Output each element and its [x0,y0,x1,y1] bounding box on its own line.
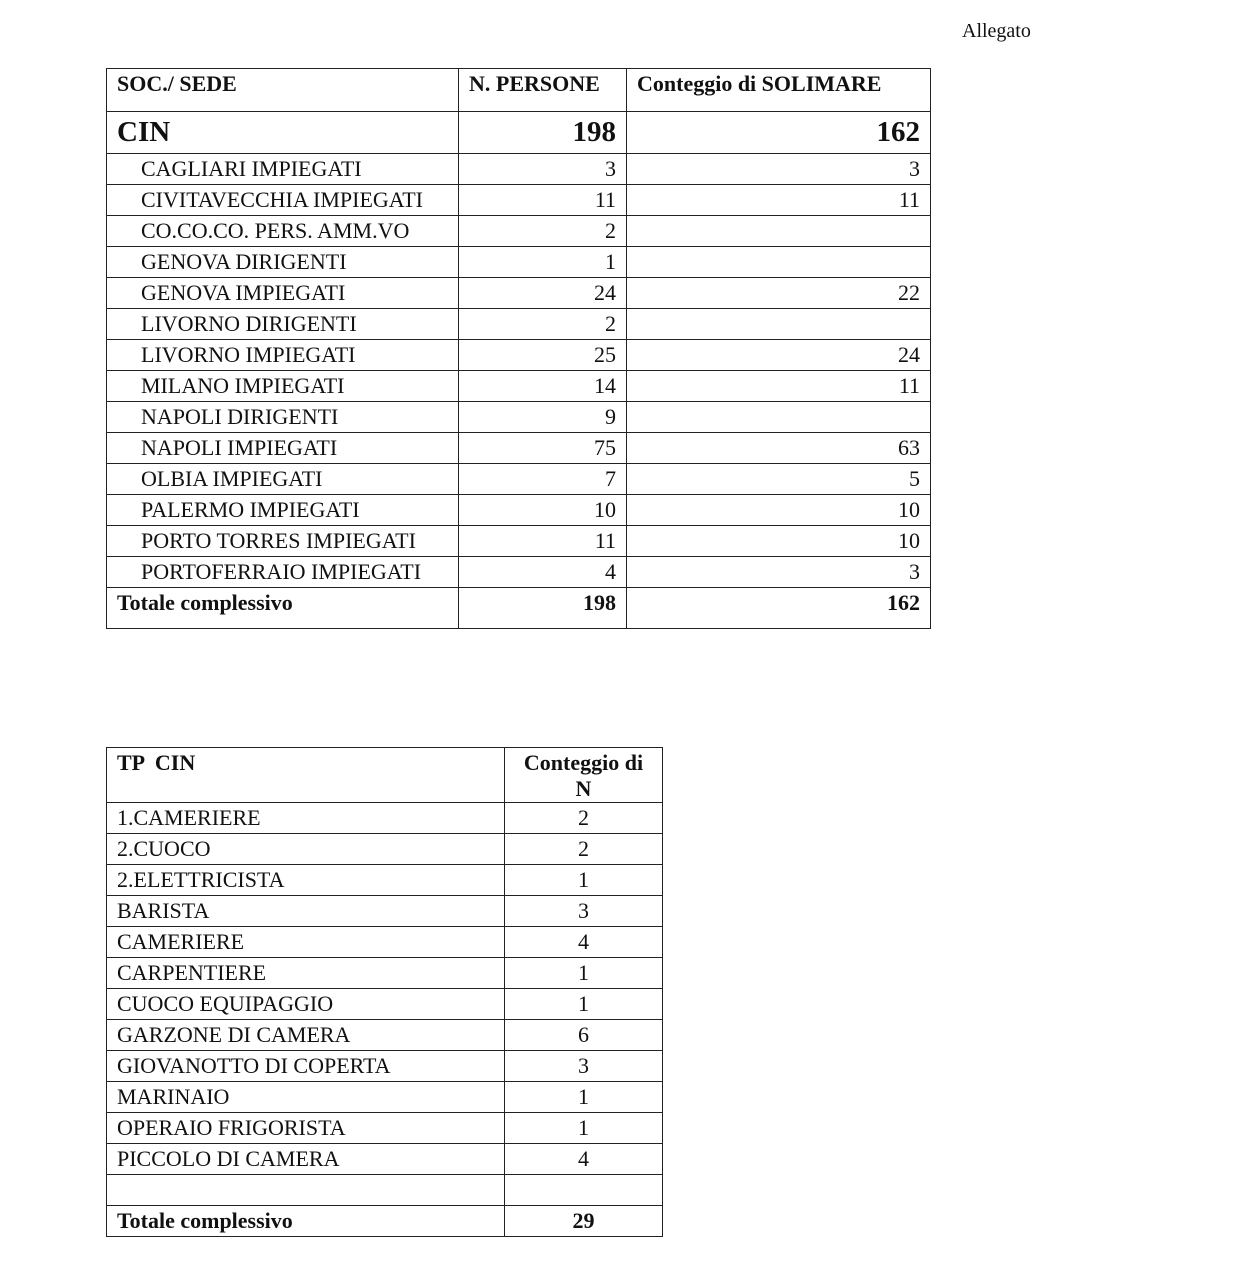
row-solimare [627,402,931,433]
row-count: 1 [505,1082,663,1113]
row-tp: 2.ELETTRICISTA [107,865,505,896]
row-tp: CUOCO EQUIPAGGIO [107,989,505,1020]
row-persone: 4 [459,557,627,588]
table-row [107,247,931,278]
row-persone: 25 [459,340,627,371]
row-solimare: 11 [627,371,931,402]
row-sede: GENOVA IMPIEGATI [107,278,459,309]
total-label: Totale complessivo [107,588,459,629]
row-tp: 1.CAMERIERE [107,803,505,834]
row-count: 3 [505,896,663,927]
table-row [107,309,931,340]
table-row [107,216,931,247]
row-persone: 7 [459,464,627,495]
row-tp: OPERAIO FRIGORISTA [107,1113,505,1144]
table-row [107,154,931,185]
table-row [107,1020,663,1051]
table-row [107,340,931,371]
row-count: 2 [505,803,663,834]
row-sede: CO.CO.CO. PERS. AMM.VO [107,216,459,247]
table-row [107,927,663,958]
table-row [107,371,931,402]
total-persone: 198 [459,588,627,629]
table-row [107,989,663,1020]
row-tp: GIOVANOTTO DI COPERTA [107,1051,505,1082]
table-header-row [107,69,931,112]
row-count: 6 [505,1020,663,1051]
row-solimare: 24 [627,340,931,371]
row-tp [107,1175,505,1206]
row-persone: 11 [459,526,627,557]
table-row [107,402,931,433]
table-row [107,433,931,464]
row-count: 4 [505,1144,663,1175]
row-sede: CIVITAVECCHIA IMPIEGATI [107,185,459,216]
total-count: 29 [505,1206,663,1237]
row-solimare [627,216,931,247]
total-row [107,1206,663,1237]
row-persone: 14 [459,371,627,402]
table-header-row [107,748,663,803]
row-sede: CAGLIARI IMPIEGATI [107,154,459,185]
row-count [505,1175,663,1206]
table-row [107,185,931,216]
row-count: 4 [505,927,663,958]
group-row [107,112,931,154]
header-conteggio-n: Conteggio di N [505,748,663,803]
table-row [107,958,663,989]
table-row [107,557,931,588]
total-solimare: 162 [627,588,931,629]
row-solimare: 11 [627,185,931,216]
table-row [107,834,663,865]
table-row [107,896,663,927]
header-tp-cin: TP CIN [107,748,505,803]
row-count: 2 [505,834,663,865]
row-persone: 11 [459,185,627,216]
row-tp: CAMERIERE [107,927,505,958]
allegato-label: Allegato [962,20,1031,42]
row-solimare: 3 [627,154,931,185]
row-count: 1 [505,958,663,989]
row-tp: BARISTA [107,896,505,927]
table-row [107,1175,663,1206]
row-solimare: 22 [627,278,931,309]
row-sede: LIVORNO IMPIEGATI [107,340,459,371]
row-sede: LIVORNO DIRIGENTI [107,309,459,340]
table-row [107,278,931,309]
row-count: 3 [505,1051,663,1082]
row-persone: 3 [459,154,627,185]
total-label: Totale complessivo [107,1206,505,1237]
total-row [107,588,931,629]
row-solimare: 63 [627,433,931,464]
sede-table [106,68,931,629]
row-count: 1 [505,989,663,1020]
table-row [107,803,663,834]
row-sede: PALERMO IMPIEGATI [107,495,459,526]
row-solimare: 3 [627,557,931,588]
row-solimare: 10 [627,526,931,557]
table-row [107,526,931,557]
group-solimare: 162 [627,112,931,154]
row-tp: GARZONE DI CAMERA [107,1020,505,1051]
row-persone: 24 [459,278,627,309]
row-sede: GENOVA DIRIGENTI [107,247,459,278]
row-tp: PICCOLO DI CAMERA [107,1144,505,1175]
row-sede: MILANO IMPIEGATI [107,371,459,402]
table-row [107,464,931,495]
group-name: CIN [107,112,459,154]
row-sede: NAPOLI IMPIEGATI [107,433,459,464]
row-persone: 10 [459,495,627,526]
row-persone: 2 [459,309,627,340]
row-solimare: 10 [627,495,931,526]
row-persone: 1 [459,247,627,278]
header-soc-sede: SOC./ SEDE [107,69,459,112]
group-persone: 198 [459,112,627,154]
table-row [107,1051,663,1082]
row-persone: 2 [459,216,627,247]
tp-cin-table [106,747,663,1237]
table-row [107,495,931,526]
row-tp: 2.CUOCO [107,834,505,865]
table-row [107,1113,663,1144]
row-persone: 9 [459,402,627,433]
row-sede: NAPOLI DIRIGENTI [107,402,459,433]
row-solimare: 5 [627,464,931,495]
row-count: 1 [505,1113,663,1144]
row-count: 1 [505,865,663,896]
row-tp: MARINAIO [107,1082,505,1113]
row-solimare [627,309,931,340]
row-sede: PORTOFERRAIO IMPIEGATI [107,557,459,588]
row-sede: OLBIA IMPIEGATI [107,464,459,495]
table-row [107,1082,663,1113]
row-solimare [627,247,931,278]
table-row [107,865,663,896]
row-tp: CARPENTIERE [107,958,505,989]
row-sede: PORTO TORRES IMPIEGATI [107,526,459,557]
table-row [107,1144,663,1175]
row-persone: 75 [459,433,627,464]
header-n-persone: N. PERSONE [459,69,627,112]
header-conteggio-solimare: Conteggio di SOLIMARE [627,69,931,112]
